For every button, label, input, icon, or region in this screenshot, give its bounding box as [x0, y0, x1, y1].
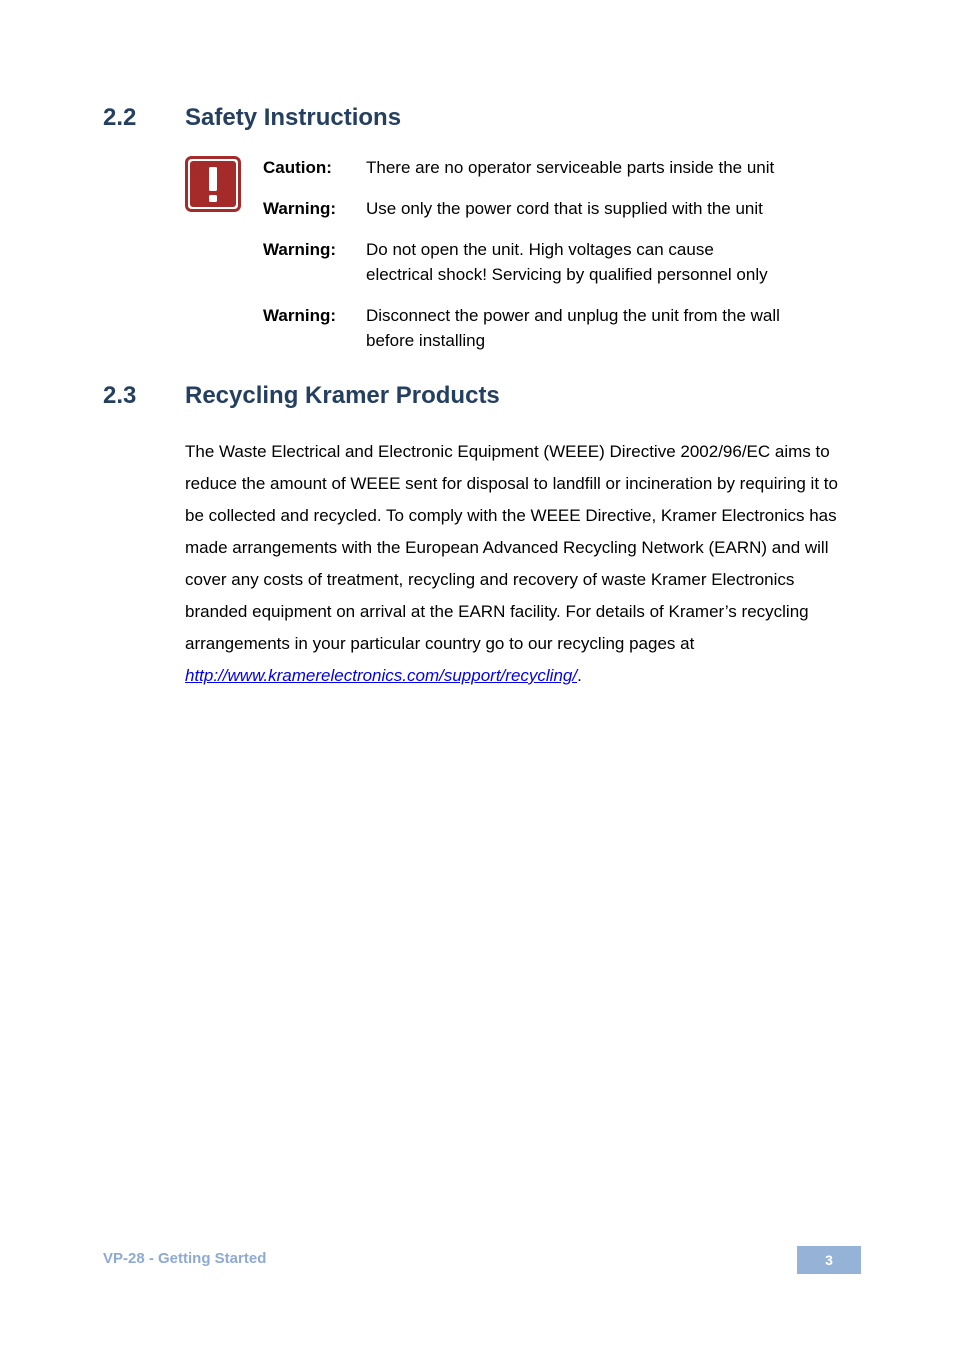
notice-text: Use only the power cord that is supplied with the unit — [366, 199, 763, 218]
safety-notice-power-cord — [263, 196, 843, 221]
notice-label: Warning: — [263, 306, 337, 325]
paragraph-end-period: . — [577, 666, 582, 685]
recycling-text: The Waste Electrical and Electronic Equipment (WEEE) Directive 2002/96/EC aims to reduce the amount of WEEE sent for disposal to landfill or incineration by requiring it to be collected and recycled. To comply with the WEEE Directive, Kramer Electronics has made arrangements with the European Advanced Recycling Network (EARN) and will cover any costs of treatment, recycling and recovery of waste Kramer Electronics branded equipment on arrival at the EARN facility. For details of Kramer’s recycling arrangements in your particular country go to our recycling pages at — [185, 442, 838, 653]
section-title: Safety Instructions — [185, 104, 402, 131]
section-heading-recycling — [103, 382, 500, 410]
section-number: 2.2 — [103, 104, 137, 131]
notice-label: Warning: — [263, 240, 337, 259]
recycling-link[interactable]: http://www.kramerelectronics.com/support/recycling/ — [185, 666, 578, 685]
notice-label: Caution: — [263, 158, 332, 177]
notice-text: Do not open the unit. High voltages can cause — [366, 240, 714, 259]
safety-notice-disconnect — [263, 303, 843, 353]
footer-document-title: VP-28 - Getting Started — [103, 1250, 267, 1267]
notice-label: Warning: — [263, 199, 337, 218]
section-heading-safety — [103, 104, 401, 132]
warning-exclamation-icon — [185, 156, 241, 212]
safety-notice-caution — [263, 155, 843, 180]
recycling-paragraph — [185, 436, 845, 692]
notice-text-line2: before installing — [366, 331, 486, 350]
page-number-badge: 3 — [797, 1246, 861, 1274]
notice-text-line2: electrical shock! Servicing by qualified personnel only — [366, 265, 768, 284]
section-title: Recycling Kramer Products — [185, 382, 500, 409]
notice-text: There are no operator serviceable parts inside the unit — [366, 158, 775, 177]
section-number: 2.3 — [103, 382, 137, 409]
safety-notice-high-voltage — [263, 237, 843, 287]
notice-text: Disconnect the power and unplug the unit from the wall — [366, 306, 780, 325]
